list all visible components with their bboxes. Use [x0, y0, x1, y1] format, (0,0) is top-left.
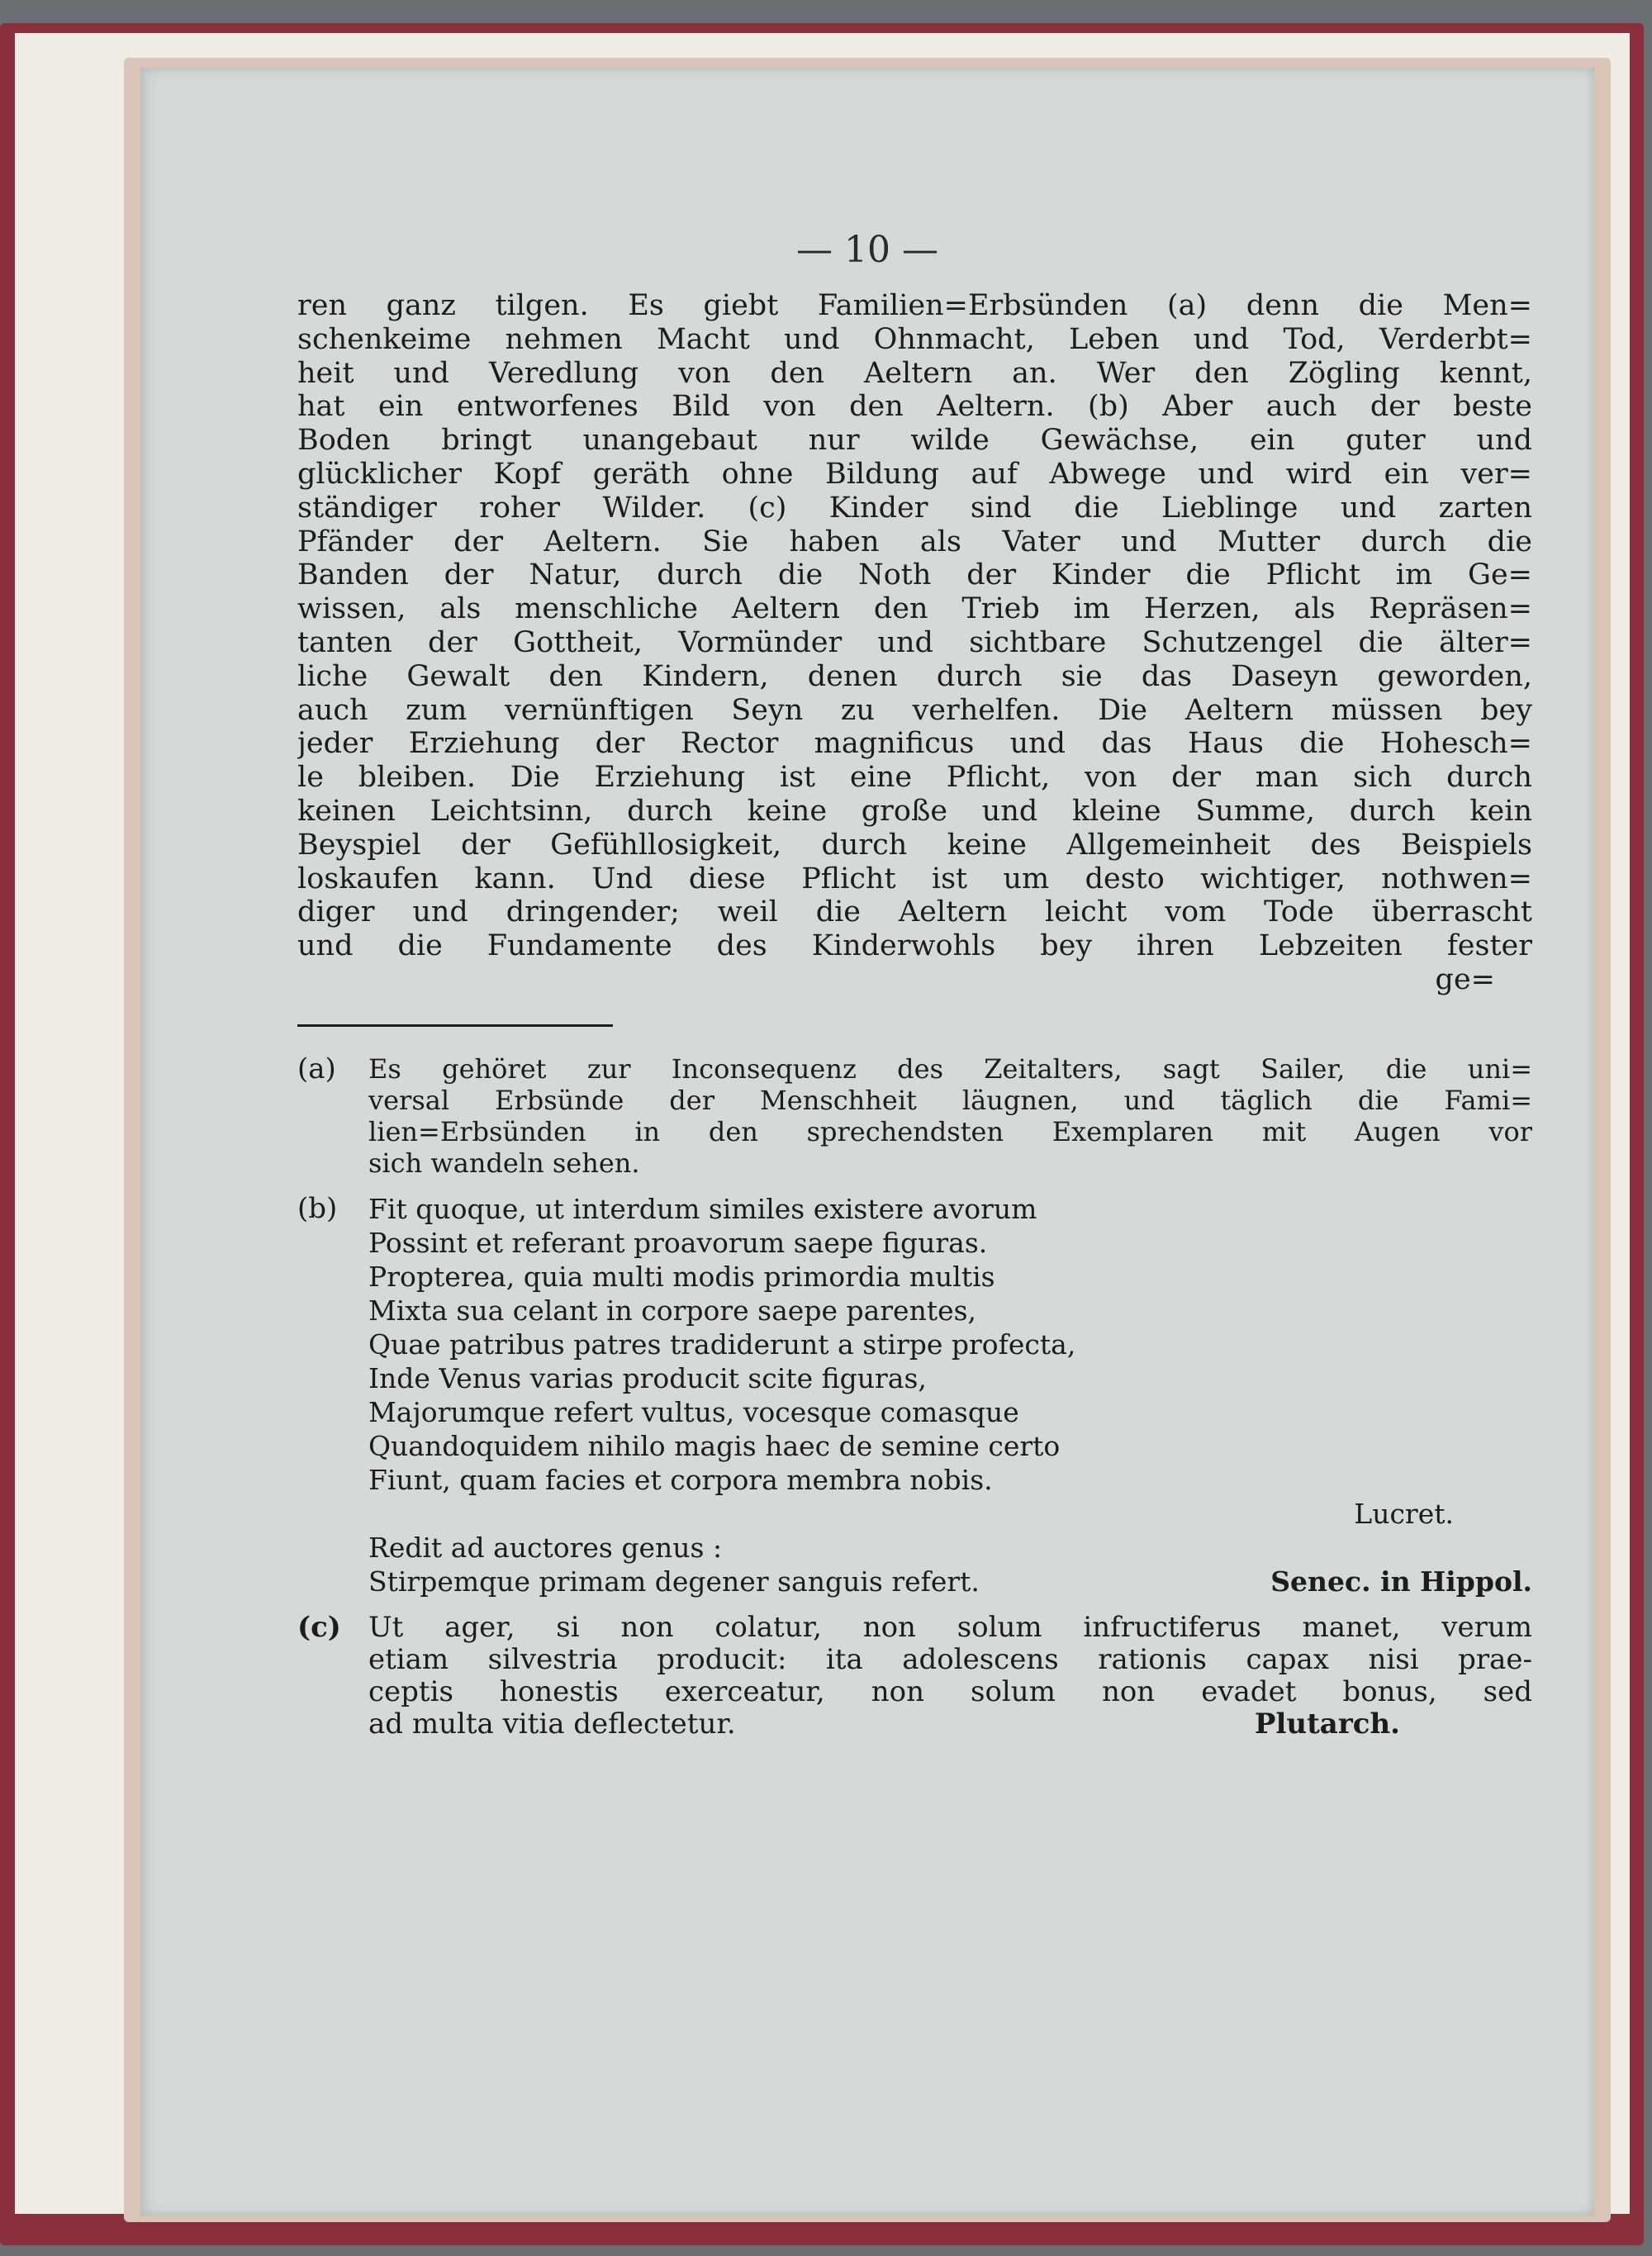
text-line: loskaufen kann. Und diese Pflicht ist um desto wichtiger, nothwen=: [297, 862, 1532, 895]
text-line: Banden der Natur, durch die Noth der Kinder die Pflicht im Ge=: [297, 558, 1532, 592]
text-line: heit und Veredlung von den Aeltern an. Wer den Zögling kennt,: [297, 356, 1532, 390]
footnote-c: [297, 1612, 1532, 1741]
verse-line: Majorumque refert vultus, vocesque comasque: [368, 1396, 1019, 1428]
verse-row: [368, 1565, 1532, 1598]
attribution-plutarch: Plutarch.: [1254, 1708, 1400, 1741]
footnote-line: Ut ager, si non colatur, non solum infructiferus manet, verum: [368, 1612, 1532, 1644]
verse-line: Quandoquidem nihilo magis haec de semine certo: [368, 1430, 1061, 1462]
verse-line: Inde Venus varias producit scite figuras,: [368, 1362, 927, 1394]
footnote-line: Es gehöret zur Inconsequenz des Zeitalters, sagt Sailer, die uni=: [368, 1053, 1532, 1085]
text-line: liche Gewalt den Kindern, denen durch sie das Daseyn geworden,: [297, 659, 1532, 693]
text-line: Beyspiel der Gefühllosigkeit, durch keine Allgemeinheit des Beispiels: [297, 828, 1532, 862]
footnote-b: [297, 1192, 1532, 1598]
verse-line: Redit ad auctores genus :: [368, 1532, 723, 1564]
attribution-lucretius: Lucret.: [1354, 1498, 1454, 1530]
text-line: tanten der Gottheit, Vormünder und sichtbare Schutzengel die älter=: [297, 625, 1532, 659]
verse-line: Fit quoque, ut interdum similes existere avorum: [368, 1193, 1037, 1225]
text-line: keinen Leichtsinn, durch keine große und kleine Summe, durch kein: [297, 794, 1532, 828]
page-number: — 10 —: [796, 229, 938, 271]
verse-line: Quae patribus patres tradiderunt a stirpe profecta,: [368, 1328, 1076, 1361]
text-line: wissen, als menschliche Aeltern den Trieb im Herzen, als Repräsen=: [297, 592, 1532, 626]
footnote-last-row: [368, 1708, 1532, 1741]
text-line: ständiger roher Wilder. (c) Kinder sind die Lieblinge und zarten: [297, 491, 1532, 525]
text-line: Boden bringt unangebaut nur wilde Gewächse, ein guter und: [297, 424, 1532, 458]
verse-line: Propterea, quia multi modis primordia multis: [368, 1261, 995, 1293]
footnote-line: etiam silvestria producit: ita adolescens rationis capax nisi prae-: [368, 1644, 1532, 1676]
footnote-marker: (a): [297, 1052, 336, 1085]
verse-line: Stirpemque primam degener sanguis refert.: [368, 1565, 980, 1598]
verse-line: Mixta sua celant in corpore saepe parentes,: [368, 1294, 977, 1327]
footnote-marker: (c): [297, 1611, 341, 1644]
text-line: schenkeime nehmen Macht und Ohnmacht, Leben und Tod, Verderbt=: [297, 322, 1532, 356]
verse-line: Fiunt, quam facies et corpora membra nobis.: [368, 1464, 993, 1496]
footnote-line: versal Erbsünde der Menschheit läugnen, und täglich die Fami=: [368, 1085, 1532, 1116]
text-line: glücklicher Kopf geräth ohne Bildung auf Abwege und wird ein ver=: [297, 457, 1532, 491]
footnote-rule: [297, 1024, 613, 1027]
catchword: ge=: [1435, 962, 1495, 996]
footnote-line: ceptis honestis exerceatur, non solum non evadet bonus, sed: [368, 1676, 1532, 1708]
footnote-line: ad multa vitia deflectetur.: [368, 1708, 736, 1741]
footnote-marker: (b): [297, 1192, 338, 1225]
text-line: diger und dringender; weil die Aeltern leicht vom Tode überrascht: [297, 895, 1532, 929]
text-line: und die Fundamente des Kinderwohls bey ihren Lebzeiten fester: [297, 929, 1532, 963]
body-text: [297, 289, 1532, 997]
text-line: hat ein entworfenes Bild von den Aeltern. (b) Aber auch der beste: [297, 390, 1532, 424]
text-line: Pfänder der Aeltern. Sie haben als Vater und Mutter durch die: [297, 525, 1532, 558]
text-line: auch zum vernünftigen Seyn zu verhelfen. Die Aeltern müssen bey: [297, 693, 1532, 727]
text-line: le bleiben. Die Erziehung ist eine Pflicht, von der man sich durch: [297, 761, 1532, 795]
footnotes: [297, 1053, 1532, 1754]
footnote-a: [297, 1053, 1532, 1179]
verse-line: Possint et referant proavorum saepe figuras.: [368, 1227, 988, 1259]
text-line: jeder Erziehung der Rector magnificus und das Haus die Hohesch=: [297, 727, 1532, 761]
footnote-line: sich wandeln sehen.: [368, 1147, 640, 1179]
attribution-seneca: Senec. in Hippol.: [1270, 1565, 1532, 1598]
footnote-line: lien=Erbsünden in den sprechendsten Exemplaren mit Augen vor: [368, 1116, 1532, 1147]
text-line: ren ganz tilgen. Es giebt Familien=Erbsünden (a) denn die Men=: [297, 289, 1532, 322]
